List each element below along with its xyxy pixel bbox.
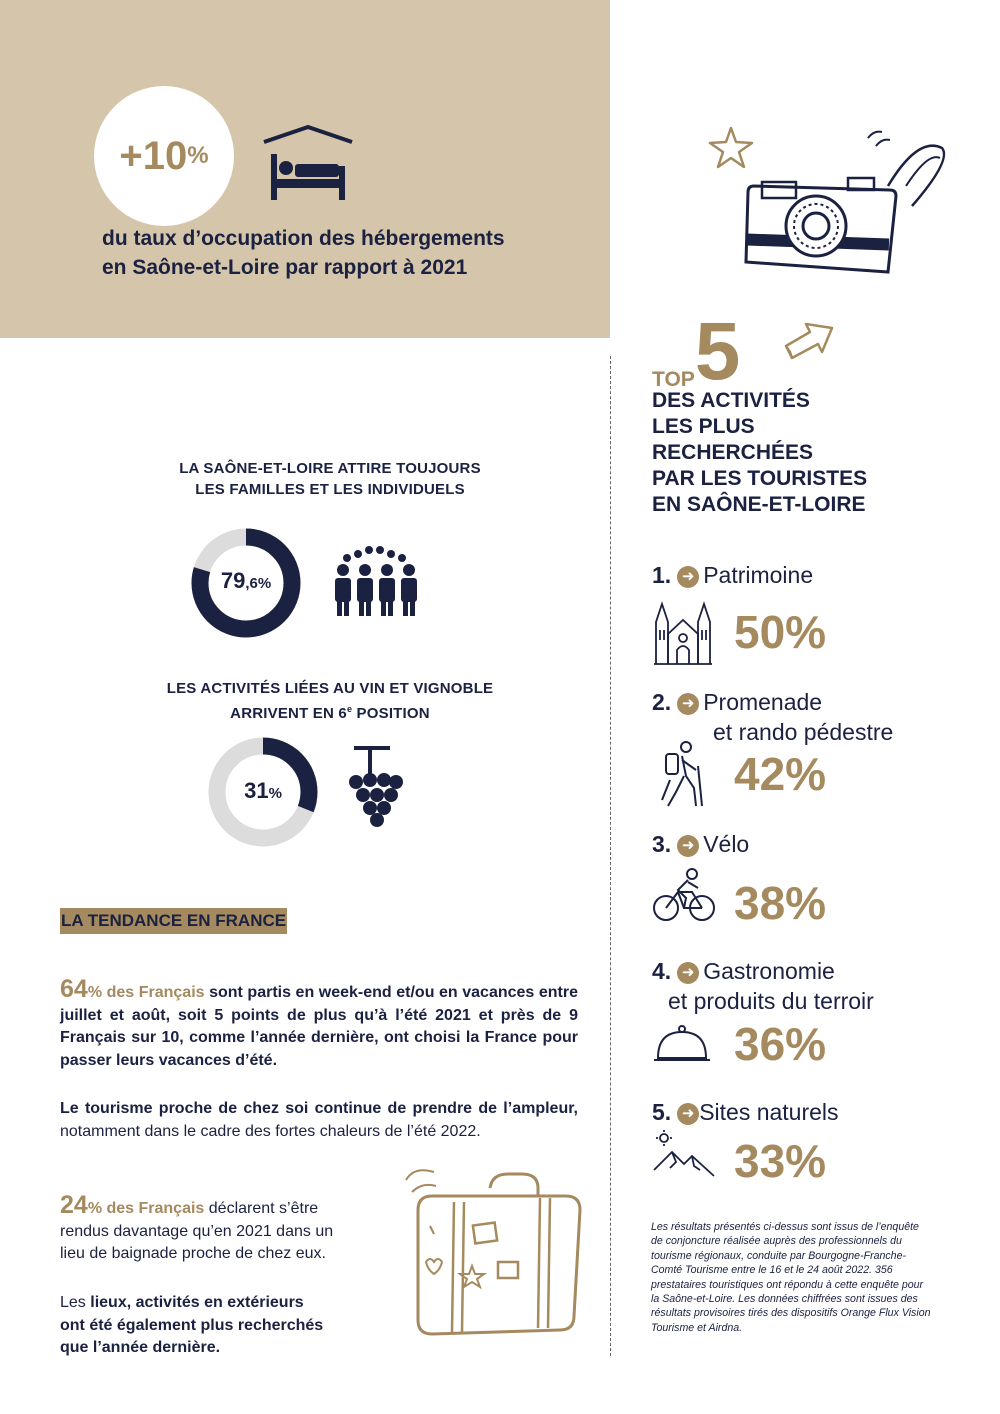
- item-2-line1: [652, 687, 893, 717]
- p3-pct-unit: %: [87, 1200, 103, 1217]
- camera-icon: [740, 128, 954, 278]
- arrow-right-icon: ➜: [677, 693, 699, 715]
- families-value: 79: [220, 568, 246, 593]
- top5-title-line1: DES ACTIVITÉS: [652, 389, 810, 412]
- occupancy-text: [102, 224, 582, 282]
- column-divider: [610, 356, 611, 1356]
- item-label: Sites naturels: [699, 1099, 839, 1125]
- tendance-paragraph-2: [60, 1098, 578, 1143]
- footnote: Les résultats présentés ci-dessus sont issus de l’enquête de conjoncture réalisée auprès des professionnels du tourisme régionaux, conduite par Bourgogne-Franche-Comté Tourisme entre le 16 et le 24 août 2022. 356 prestataires touristiques ont répondu à cette enquête pour la Saône-et-Loire. Les données chiffrées sont issues des résultats provisoires tirés des dispositifs Orange Flux Vision Tourisme et Airdna.: [651, 1221, 931, 1334]
- grapes-icon: [346, 740, 404, 828]
- p3-pct: 24: [60, 1191, 88, 1219]
- p3-line1: [60, 1191, 390, 1221]
- top5-title-line3: RECHERCHÉES: [652, 441, 814, 464]
- item-2-line2: et rando pédestre: [713, 719, 894, 745]
- wine-heading-line1: LES ACTIVITÉS LIÉES AU VIN ET VIGNOBLE: [166, 680, 494, 697]
- p1-rest: sont partis en week-end et/ou en vacances entre juillet et août, soit 5 points de plus qu’à l’été 2021 et près de 9 Français sur 10, comme l’année dernière, ont choisi la France pour passer leurs vacances d’été.: [60, 984, 578, 1069]
- item-label: Patrimoine: [703, 562, 814, 588]
- occupancy-text-line2: en Saône-et-Loire par rapport à 2021: [102, 256, 468, 279]
- item-4-pct: 36%: [734, 1018, 827, 1070]
- families-heading: [80, 458, 580, 500]
- mountain-icon: [652, 1130, 716, 1184]
- p4-bold1: lieux, activités en extérieurs: [90, 1294, 304, 1311]
- top5-item-5: [652, 1097, 839, 1127]
- p3-gold: des Français: [102, 1200, 205, 1217]
- bed-icon: [262, 124, 354, 204]
- wine-heading-line2-a: ARRIVENT EN 6: [230, 705, 347, 722]
- p4-line3: [60, 1337, 390, 1360]
- p4-bold3: que l’année dernière.: [60, 1339, 221, 1356]
- item-label: Vélo: [703, 831, 750, 857]
- arrow-right-icon: ➜: [677, 566, 699, 588]
- item-4-line1: [652, 956, 874, 986]
- item-label: Gastronomie: [703, 958, 835, 984]
- cathedral-icon: [652, 600, 714, 666]
- hiker-icon: [656, 740, 708, 810]
- arrow-right-icon: ➜: [677, 835, 699, 857]
- item-rank: 2.: [652, 689, 672, 715]
- families-heading-line1: LA SAÔNE-ET-LOIRE ATTIRE TOUJOURS: [179, 460, 481, 477]
- p1-pct-unit: %: [87, 984, 103, 1001]
- wine-unit: %: [268, 785, 282, 802]
- p4-a: Les: [60, 1294, 91, 1311]
- wine-heading-line2-b: POSITION: [352, 705, 430, 722]
- p1-gold: des Français: [102, 984, 205, 1001]
- wine-heading-line2: [80, 699, 580, 724]
- suitcase-icon: [398, 1166, 588, 1342]
- top5-title-line2: LES PLUS: [652, 415, 755, 438]
- wine-heading-sup: e: [346, 704, 353, 714]
- occupancy-unit: %: [187, 142, 209, 169]
- item-2-pct: 42%: [734, 748, 827, 800]
- families-donut-label: [190, 568, 302, 594]
- wine-heading: [80, 678, 580, 724]
- item-rank: 4.: [652, 958, 672, 984]
- group-icon: [333, 546, 419, 618]
- top5-header: [652, 306, 741, 397]
- item-rank: 1.: [652, 562, 672, 588]
- tendance-title: LA TENDANCE EN FRANCE: [60, 908, 287, 934]
- arrow-right-icon: ➜: [677, 962, 699, 984]
- families-decimal: ,6%: [245, 575, 272, 592]
- arrow-right-icon: ➜: [677, 1103, 699, 1125]
- p2-bold: Le tourisme proche de chez soi continue de prendre de l’ampleur,: [60, 1100, 578, 1117]
- top5-title: [652, 388, 912, 518]
- tendance-paragraph-4: [60, 1292, 390, 1360]
- top5-item-4: [652, 956, 874, 1016]
- families-heading-line2: LES FAMILLES ET LES INDIVIDUELS: [195, 481, 465, 498]
- item-1-pct: 50%: [734, 606, 827, 658]
- item-3-pct: 38%: [734, 877, 827, 929]
- top5-title-line5: EN SAÔNE-ET-LOIRE: [652, 493, 866, 516]
- occupancy-value: +10: [119, 133, 188, 178]
- p3-rest-1: déclarent s’être: [204, 1200, 319, 1217]
- wine-donut-label: [207, 778, 319, 804]
- p1-pct: 64: [60, 975, 88, 1003]
- p3-line2: rendus davantage qu’en 2021 dans un: [60, 1222, 334, 1240]
- occupancy-circle: [94, 86, 234, 226]
- p4-line2: [60, 1315, 390, 1338]
- tendance-paragraph-1: [60, 975, 578, 1072]
- occupancy-text-line1: du taux d’occupation des hébergements: [102, 227, 505, 250]
- p2-rest: notamment dans le cadre des fortes chaleurs de l’été 2022.: [60, 1122, 481, 1140]
- item-5-pct: 33%: [734, 1135, 827, 1187]
- cyclist-icon: [652, 868, 716, 924]
- p4-line1: [60, 1292, 390, 1315]
- item-4-line2: et produits du terroir: [668, 988, 874, 1014]
- top5-number: 5: [694, 306, 741, 397]
- cloche-icon: [652, 1024, 712, 1064]
- top5-title-line4: PAR LES TOURISTES: [652, 467, 868, 490]
- item-rank: 5.: [652, 1099, 672, 1125]
- top5-item-1: [652, 560, 813, 590]
- tendance-paragraph-3: [60, 1191, 390, 1266]
- p3-line3: lieu de baignade proche de chez eux.: [60, 1245, 326, 1262]
- top5-item-3: [652, 829, 749, 859]
- item-label: Promenade: [703, 689, 823, 715]
- top5-item-2: [652, 687, 893, 747]
- arrow-icon: [782, 318, 838, 360]
- wine-value: 31: [244, 778, 269, 803]
- p4-bold2: ont été également plus recherchés: [60, 1316, 324, 1334]
- top5-top-label: TOP: [652, 368, 695, 391]
- item-rank: 3.: [652, 831, 672, 857]
